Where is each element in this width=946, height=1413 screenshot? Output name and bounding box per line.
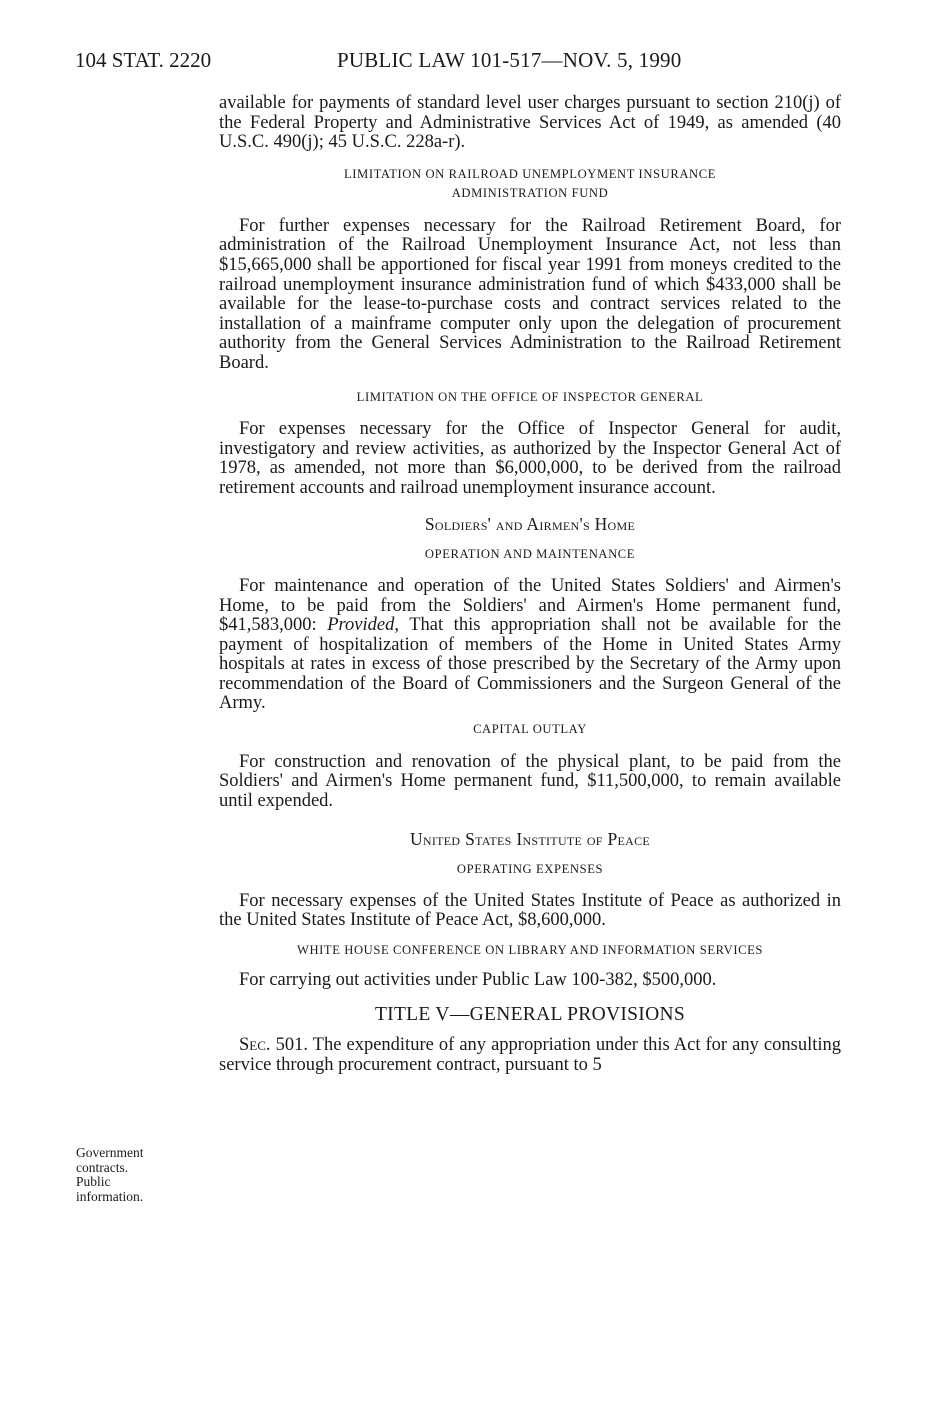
operation-maintenance-heading: OPERATION AND MAINTENANCE — [424, 547, 636, 562]
white-house-conference-paragraph: For carrying out activities under Public Law 100-382, $500,000. — [239, 969, 717, 990]
inspector-general-heading: LIMITATION ON THE OFFICE OF INSPECTOR GENERAL — [356, 389, 704, 404]
operation-text-b: That this appropriation shall not be available for the payment of hospitalization of members of the Home in United States Army hospitals at rates in excess of those prescribed by the Secretary of the Army upon recommendation of the Board of Commissioners and the Surgeon General of the Army. — [219, 615, 841, 714]
margin-note-line: information. — [76, 1188, 144, 1204]
operating-expenses-heading: OPERATING EXPENSES — [456, 862, 604, 877]
operation-paragraph — [219, 577, 841, 714]
operation-text-a: For maintenance and operation of the United States Soldiers' and Airmen's Home, to be paid from the Soldiers' and Airmen's Home permanent fund, $41,583,000: — [219, 575, 841, 636]
intro-paragraph: available for payments of standard level user charges pursuant to section 210(j) of the Federal Property and Administrative Services Act of 1949, as amended (40 U.S.C. 490(j); 45 U.S.C. 228a-r). — [219, 93, 841, 153]
title-v-heading: TITLE V—GENERAL PROVISIONS — [374, 1004, 686, 1026]
provided-term: Provided, — [327, 615, 399, 636]
section-prefix: Sec. — [239, 1035, 271, 1056]
main-text-column — [219, 94, 841, 1075]
railroad-heading-line-1: LIMITATION ON RAILROAD UNEMPLOYMENT INSURANCE — [343, 166, 717, 181]
public-law-citation: PUBLIC LAW 101-517—NOV. 5, 1990 — [337, 48, 682, 72]
railroad-paragraph: For further expenses necessary for the Railroad Retirement Board, for administration of the Railroad Unemployment Insurance Act, not less than $15,665,000 shall be apportioned for fiscal year 1991 from moneys credited to the railroad unemployment insurance administration fund of which $433,000 shall be available for the lease-to-purchase costs and contract services related to the installation of a mainframe computer only upon the delegation of procurement authority from the General Services Administration to the Railroad Retirement Board. — [219, 215, 841, 373]
capital-outlay-paragraph: For construction and renovation of the physical plant, to be paid from the Soldiers' and Airmen's Home permanent fund, $11,500,000, to remain available until expended. — [219, 751, 841, 811]
inspector-general-paragraph: For expenses necessary for the Office of Inspector General for audit, investigatory and review activities, as authorized by the Inspector General Act of 1978, as amended, not more than $6,000,000, to be derived from the railroad retirement accounts and railroad unemployment insurance account. — [219, 419, 841, 498]
margin-note-line: contracts. — [76, 1159, 129, 1175]
margin-note — [76, 1146, 186, 1204]
stat-page-number: 104 STAT. 2220 — [75, 48, 212, 72]
margin-note-line: Government — [76, 1145, 144, 1160]
institute-of-peace-heading: United States Institute of Peace — [409, 829, 651, 850]
margin-note-line: Public — [76, 1174, 111, 1190]
section-501-paragraph — [219, 1036, 841, 1075]
soldiers-home-heading: Soldiers' and Airmen's Home — [424, 514, 636, 535]
operating-expenses-paragraph: For necessary expenses of the United States Institute of Peace as authorized in the United States Institute of Peace Act, $8,600,000. — [219, 890, 841, 931]
railroad-heading-line-2: ADMINISTRATION FUND — [451, 186, 609, 201]
section-501-text: 501. The expenditure of any appropriation under this Act for any consulting service through procurement contract, pursuant to 5 — [219, 1035, 841, 1075]
white-house-conference-heading: WHITE HOUSE CONFERENCE ON LIBRARY AND INFORMATION SERVICES — [296, 943, 764, 958]
page-header — [75, 48, 845, 78]
capital-outlay-heading: CAPITAL OUTLAY — [473, 722, 587, 737]
